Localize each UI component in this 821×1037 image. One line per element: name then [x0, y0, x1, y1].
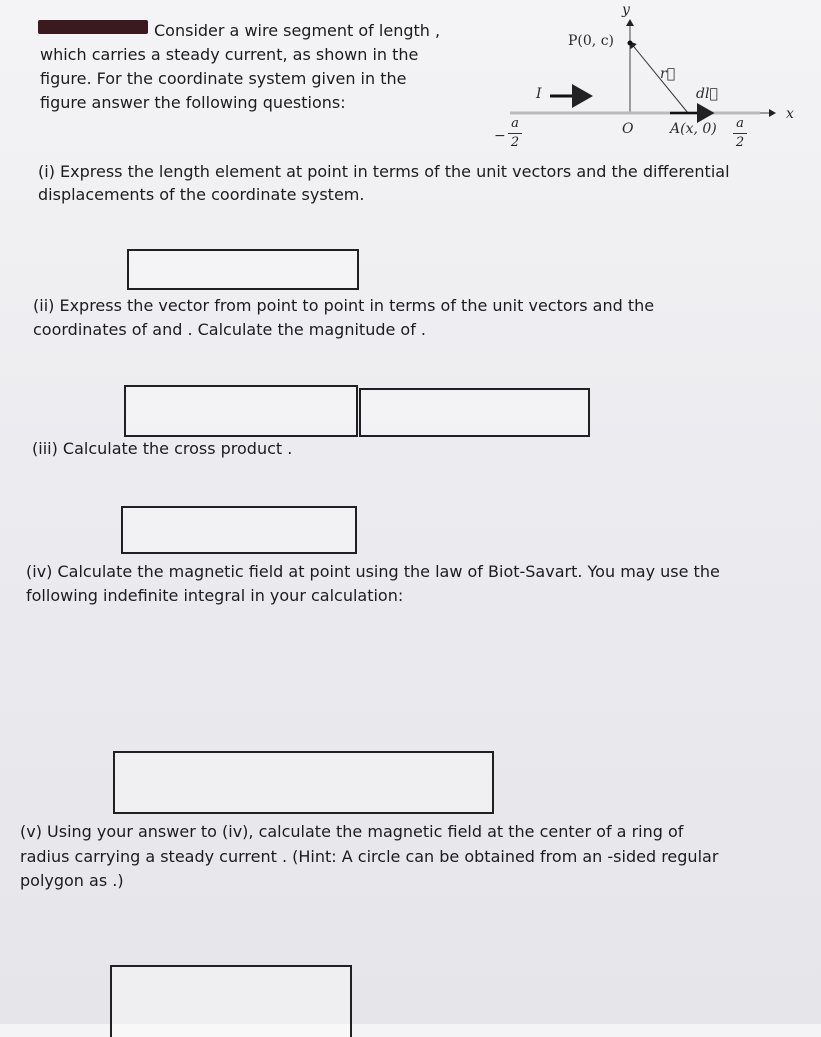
dl-vector-label: dl⃗ [696, 86, 718, 102]
question-2-line-1: (ii) Express the vector from point to point in terms of the unit vectors and the [33, 296, 655, 315]
question-3-line-1: (iii) Calculate the cross product . [32, 439, 293, 458]
right-frac-numerator: a [736, 116, 744, 131]
right-end-fraction [733, 116, 747, 151]
answer-box-3[interactable] [121, 506, 357, 554]
left-end-fraction [508, 116, 522, 151]
origin-label: O [622, 121, 634, 137]
current-label: I [536, 86, 542, 102]
answer-box-1[interactable] [127, 249, 359, 290]
left-frac-denominator: 2 [510, 135, 520, 150]
question-5-line-2: radius carrying a steady current . (Hint: A circle can be obtained from an -sided regular [20, 847, 719, 866]
figure-drawing [490, 0, 821, 165]
left-frac-numerator: a [511, 116, 519, 131]
redacted-mark [38, 20, 148, 34]
left-minus-sign: − [494, 128, 506, 144]
question-4-line-1: (iv) Calculate the magnetic field at point using the law of Biot-Savart. You may use the [26, 562, 720, 581]
intro-line-4: figure answer the following questions: [40, 93, 346, 112]
y-axis-label: y [622, 2, 630, 18]
question-1-line-1: (i) Express the length element at point in terms of the unit vectors and the differential [38, 162, 730, 181]
right-frac-denominator: 2 [735, 135, 745, 150]
answer-box-2b[interactable] [359, 388, 590, 437]
point-p-dot [628, 41, 633, 46]
question-5-line-3: polygon as .) [20, 871, 124, 890]
point-a-label: A(x, 0) [670, 121, 717, 137]
point-p-label: P(0, c) [568, 33, 614, 49]
question-4-line-2: following indefinite integral in your calculation: [26, 586, 404, 605]
r-vector-label: r⃗ [660, 66, 676, 82]
question-5-line-1: (v) Using your answer to (iv), calculate the magnetic field at the center of a ring of [20, 822, 684, 841]
intro-line-3: figure. For the coordinate system given in the [40, 69, 407, 88]
answer-box-4[interactable] [113, 751, 494, 814]
question-2-line-2: coordinates of and . Calculate the magnitude of . [33, 320, 427, 339]
intro-line-1: Consider a wire segment of length , [154, 21, 441, 40]
answer-box-5[interactable] [110, 965, 352, 1037]
wire-figure [490, 0, 821, 165]
r-vector [630, 42, 688, 113]
question-1-line-2: displacements of the coordinate system. [38, 185, 365, 204]
intro-line-2: which carries a steady current, as shown in the [40, 45, 419, 64]
x-axis-label: x [786, 106, 794, 122]
answer-box-2a[interactable] [124, 385, 358, 437]
